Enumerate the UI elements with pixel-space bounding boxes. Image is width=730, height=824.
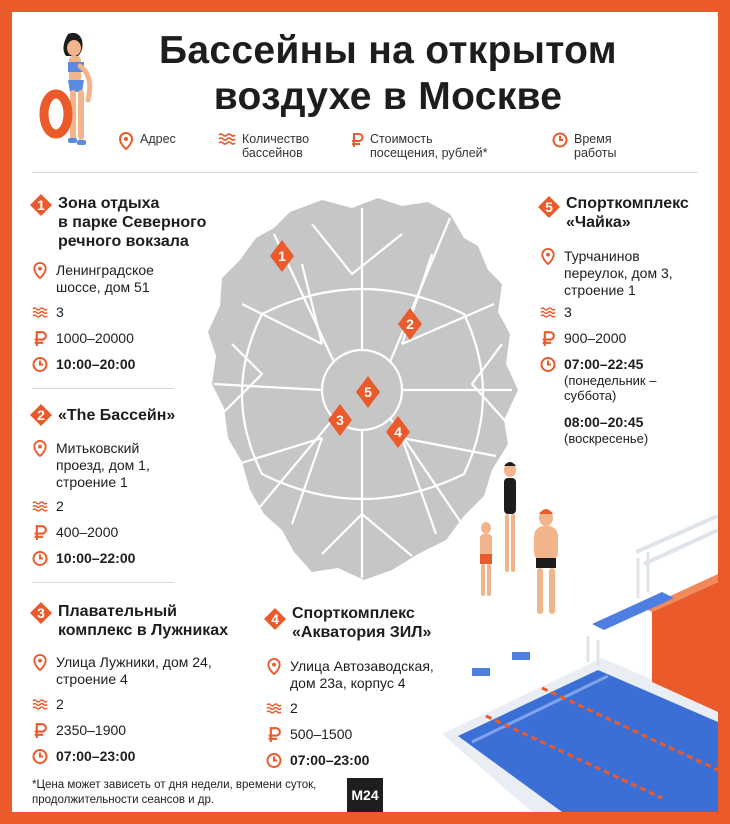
clock-icon (32, 748, 48, 765)
pool-hours-row (32, 356, 135, 373)
pool-name: Спорткомплекс «Чайка» (566, 195, 689, 231)
pool-hours-row (540, 356, 656, 403)
pool-count-row (32, 498, 64, 515)
legend-label: Количество бассейнов (242, 132, 310, 160)
clock-icon (540, 356, 556, 373)
pool-address: Улица Лужники, дом 24, строение 4 (56, 654, 212, 687)
swimmer-woman-illustration (34, 28, 106, 158)
badge-number: 5 (545, 199, 553, 215)
pool-hours-row (32, 550, 135, 567)
marker-label: 2 (406, 316, 414, 332)
pool-number-badge (30, 194, 52, 216)
legend-hours (552, 132, 616, 160)
pool-price: 1000–20000 (56, 330, 134, 346)
pool-hours-sunday: 08:00–20:45 (564, 414, 644, 430)
pin-icon (266, 658, 282, 675)
pool-address-row (32, 440, 150, 491)
pool-count: 2 (56, 498, 64, 514)
pool-number-badge (538, 196, 560, 218)
pool-address: Митьковский проезд, дом 1, строение 1 (56, 440, 150, 490)
pin-icon (32, 440, 48, 457)
pool-name: Зона отдыха в парке Северного речного вокзала (58, 195, 207, 250)
badge-number: 4 (271, 611, 279, 627)
pool-count: 2 (290, 700, 298, 716)
pool-count: 3 (56, 304, 64, 320)
pool-hours: 07:00–22:45 (564, 356, 644, 372)
pin-icon (32, 654, 48, 671)
pool-hours-sunday-note: (воскресенье) (564, 431, 649, 446)
badge-number: 1 (37, 197, 45, 213)
clock-icon (32, 550, 48, 567)
pool-number-badge (264, 608, 286, 630)
marker-label: 1 (278, 248, 286, 264)
pin-icon (118, 132, 134, 150)
pool-price-row (32, 722, 126, 739)
badge-number: 3 (37, 605, 45, 621)
infographic-sheet (12, 12, 718, 812)
marker-label: 4 (394, 424, 402, 440)
waves-icon (32, 304, 48, 321)
ruble-icon (32, 722, 48, 739)
clock-icon (552, 132, 568, 148)
page-title: Бассейны на открытом воздухе в Москве (159, 29, 617, 118)
pin-icon (32, 262, 48, 279)
pool-address: Турчанинов переулок, дом 3, строение 1 (564, 248, 673, 298)
pool-name: «The Бассейн» (58, 407, 176, 424)
pool-address-row (266, 658, 434, 692)
pool-count-row (540, 304, 572, 321)
pool-name: Спорткомплекс «Акватория ЗИЛ» (292, 605, 432, 641)
waves-icon (32, 498, 48, 515)
legend-price (350, 132, 488, 160)
price-footnote: *Цена может зависеть от дня недели, времени суток, продолжительности сеансов и др. (32, 779, 317, 806)
legend-label: Стоимость посещения, рублей* (370, 132, 488, 160)
section-divider (32, 582, 174, 583)
waves-icon (540, 304, 556, 321)
pool-hours: 10:00–22:00 (56, 550, 136, 566)
pool-count-row (32, 696, 64, 713)
pool-count-row (266, 700, 298, 717)
badge-number: 2 (37, 407, 45, 423)
ruble-icon (32, 524, 48, 541)
pool-address: Ленинградское шоссе, дом 51 (56, 262, 154, 295)
pool-hours: 10:00–20:00 (56, 356, 136, 372)
pool-hours2-row (564, 414, 648, 446)
pool-address: Улица Автозаводская, дом 23а, корпус 4 (290, 658, 434, 691)
pool-price: 400–2000 (56, 524, 119, 540)
legend-address (118, 132, 176, 150)
legend-label: Адрес (140, 132, 176, 146)
waves-icon (32, 696, 48, 713)
pool-hours: 07:00–23:00 (290, 752, 370, 768)
marker-label: 3 (336, 412, 344, 428)
pool-hours-row (32, 748, 135, 765)
pool-price-row (266, 726, 352, 743)
section-divider (32, 388, 174, 389)
marker-label: 5 (364, 384, 372, 400)
pool-price-row (32, 330, 134, 347)
pool-address-row (32, 262, 154, 296)
pool-count: 2 (56, 696, 64, 712)
pool-price-row (32, 524, 118, 541)
pool-hours-note: (понедельник – суббота) (564, 373, 657, 403)
ruble-icon (350, 132, 364, 148)
legend-count (218, 132, 309, 160)
clock-icon (32, 356, 48, 373)
pool-address-row (540, 248, 673, 299)
ruble-icon (266, 726, 282, 743)
waves-icon (266, 700, 282, 717)
pool-count-row (32, 304, 64, 321)
pool-price: 2350–1900 (56, 722, 127, 738)
pool-illustration (412, 512, 718, 812)
pool-count: 3 (564, 304, 572, 320)
pool-hours-row (266, 752, 369, 769)
pin-icon (540, 248, 556, 265)
pool-hours: 07:00–23:00 (56, 748, 136, 764)
legend-divider (32, 172, 698, 173)
m24-logo: M24 (347, 778, 383, 812)
pool-address-row (32, 654, 212, 688)
pool-number-badge (30, 602, 52, 624)
pool-number-badge (30, 404, 52, 426)
legend-label: Время работы (574, 132, 617, 160)
pool-price: 900–2000 (564, 330, 627, 346)
ruble-icon (32, 330, 48, 347)
waves-icon (218, 132, 236, 146)
pool-price-row (540, 330, 626, 347)
clock-icon (266, 752, 282, 769)
pool-price: 500–1500 (290, 726, 353, 742)
pool-name: Плавательный комплекс в Лужниках (58, 603, 229, 639)
ruble-icon (540, 330, 556, 347)
